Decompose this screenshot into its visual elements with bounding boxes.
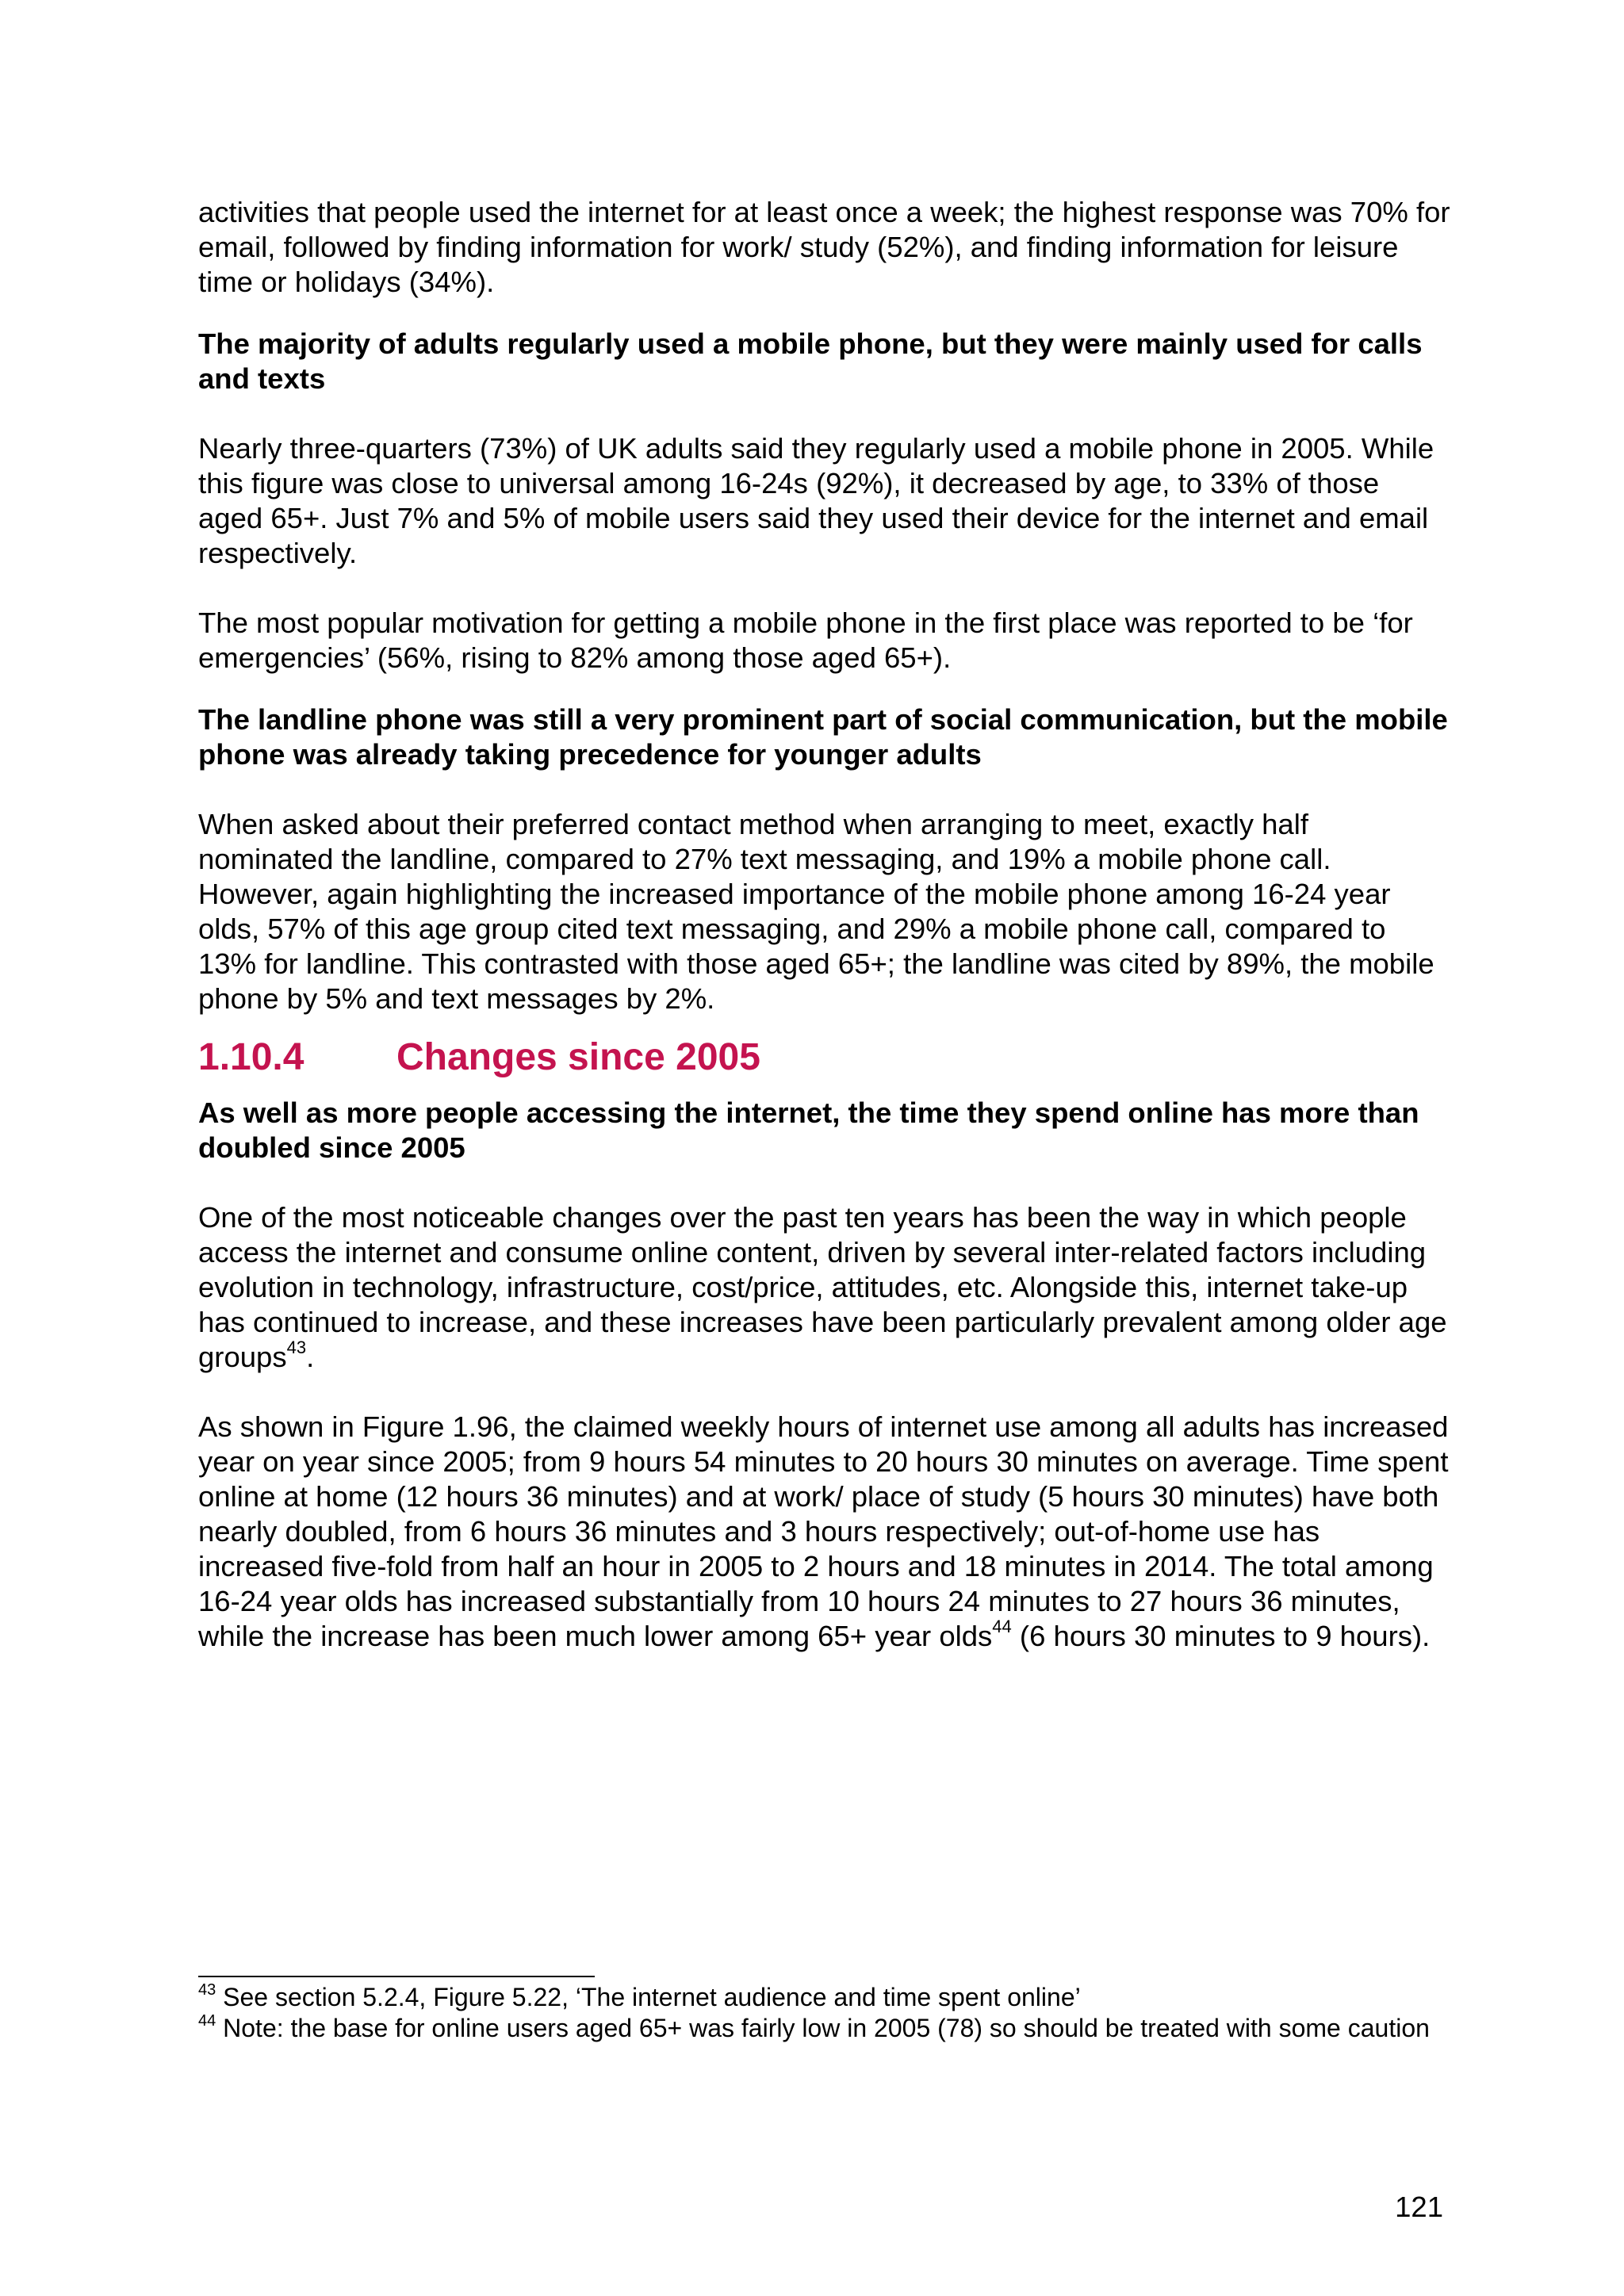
section-title: Changes since 2005 [396, 1036, 760, 1078]
mobile-paragraph-1: Nearly three-quarters (73%) of UK adults said they regularly used a mobile phone in 2005. While this figure was close to universal among 16-24s (92%), it decreased by age, to 33% of those aged 65+. Just 7% and 5% of mobile users said they used their device for the internet and email respectively. [198, 432, 1434, 569]
mobile-paragraph-2: The most popular motivation for getting a mobile phone in the first place was reported to be ‘for emergencies’ (56%, rising to 82% among those aged 65+). [198, 607, 1413, 674]
page-number: 121 [1395, 2191, 1443, 2223]
footnote-divider [198, 1976, 595, 1977]
section-number: 1.10.4 [198, 1036, 304, 1078]
online-paragraph-2-end: (6 hours 30 minutes to 9 hours). [1011, 1620, 1431, 1652]
online-paragraph-1-text: One of the most noticeable changes over the past ten years has been the way in which people access the internet and consume online content, driven by several inter-related factors including evolution in technology, infrastructure, cost/price, attitudes, etc. Alongside this, internet take-up has continued to increase, and these increases have been particularly prevalent among older age groups [198, 1201, 1447, 1373]
footnote-43-text: See section 5.2.4, Figure 5.22, ‘The internet audience and time spent online’ [216, 1983, 1081, 2011]
footnotes [198, 1982, 1451, 2044]
online-subheading: As well as more people accessing the internet, the time they spend online has more than doubled since 2005 [198, 1096, 1419, 1164]
online-paragraph-2-text: As shown in Figure 1.96, the claimed weekly hours of internet use among all adults has increased year on year since 2005; from 9 hours 54 minutes to 20 hours 30 minutes on average. Time spent online at home (12 hours 36 minutes) and at work/ place of study (5 hours 30 minutes) have both nearly doubled, from 6 hours 36 minutes and 3 hours respectively; out-of-home use has increased five-fold from half an hour in 2005 to 2 hours and 18 minutes in 2014. The total among 16-24 year olds has increased substantially from 10 hours 24 minutes to 27 hours 36 minutes, while the increase has been much lower among 65+ year olds [198, 1410, 1449, 1652]
footnote-44-number: 44 [198, 2012, 216, 2030]
landline-paragraph: When asked about their preferred contact method when arranging to meet, exactly half nominated the landline, compared to 27% text messaging, and 19% a mobile phone call. However, again highlighting the increased importance of the mobile phone among 16-24 year olds, 57% of this age group cited text messaging, and 29% a mobile phone call, compared to 13% for landline. This contrasted with those aged 65+; the landline was cited by 89%, the mobile phone by 5% and text messages by 2%. [198, 808, 1434, 1015]
page-body [198, 195, 1451, 1654]
intro-paragraph: activities that people used the internet for at least once a week; the highest response was 70% for email, followed by finding information for work/ study (52%), and finding information for leisure time or holidays (34%). [198, 196, 1450, 298]
footnote-43 [198, 1982, 1451, 2013]
mobile-subheading: The majority of adults regularly used a mobile phone, but they were mainly used for calls and texts [198, 327, 1423, 395]
footnote-44-text: Note: the base for online users aged 65+ was fairly low in 2005 (78) so should be treated with some caution [216, 2014, 1430, 2042]
online-paragraph-2 [198, 1410, 1451, 1654]
footnote-ref-43[interactable]: 43 [286, 1337, 307, 1357]
section-heading [198, 1034, 1451, 1081]
footnote-43-number: 43 [198, 1981, 216, 1999]
landline-subheading: The landline phone was still a very prominent part of social communication, but the mobile phone was already taking precedence for younger adults [198, 703, 1448, 771]
online-paragraph-1-end: . [306, 1341, 315, 1373]
footnote-ref-44[interactable]: 44 [992, 1616, 1012, 1636]
online-paragraph-1 [198, 1200, 1451, 1375]
footnote-44 [198, 2013, 1451, 2044]
